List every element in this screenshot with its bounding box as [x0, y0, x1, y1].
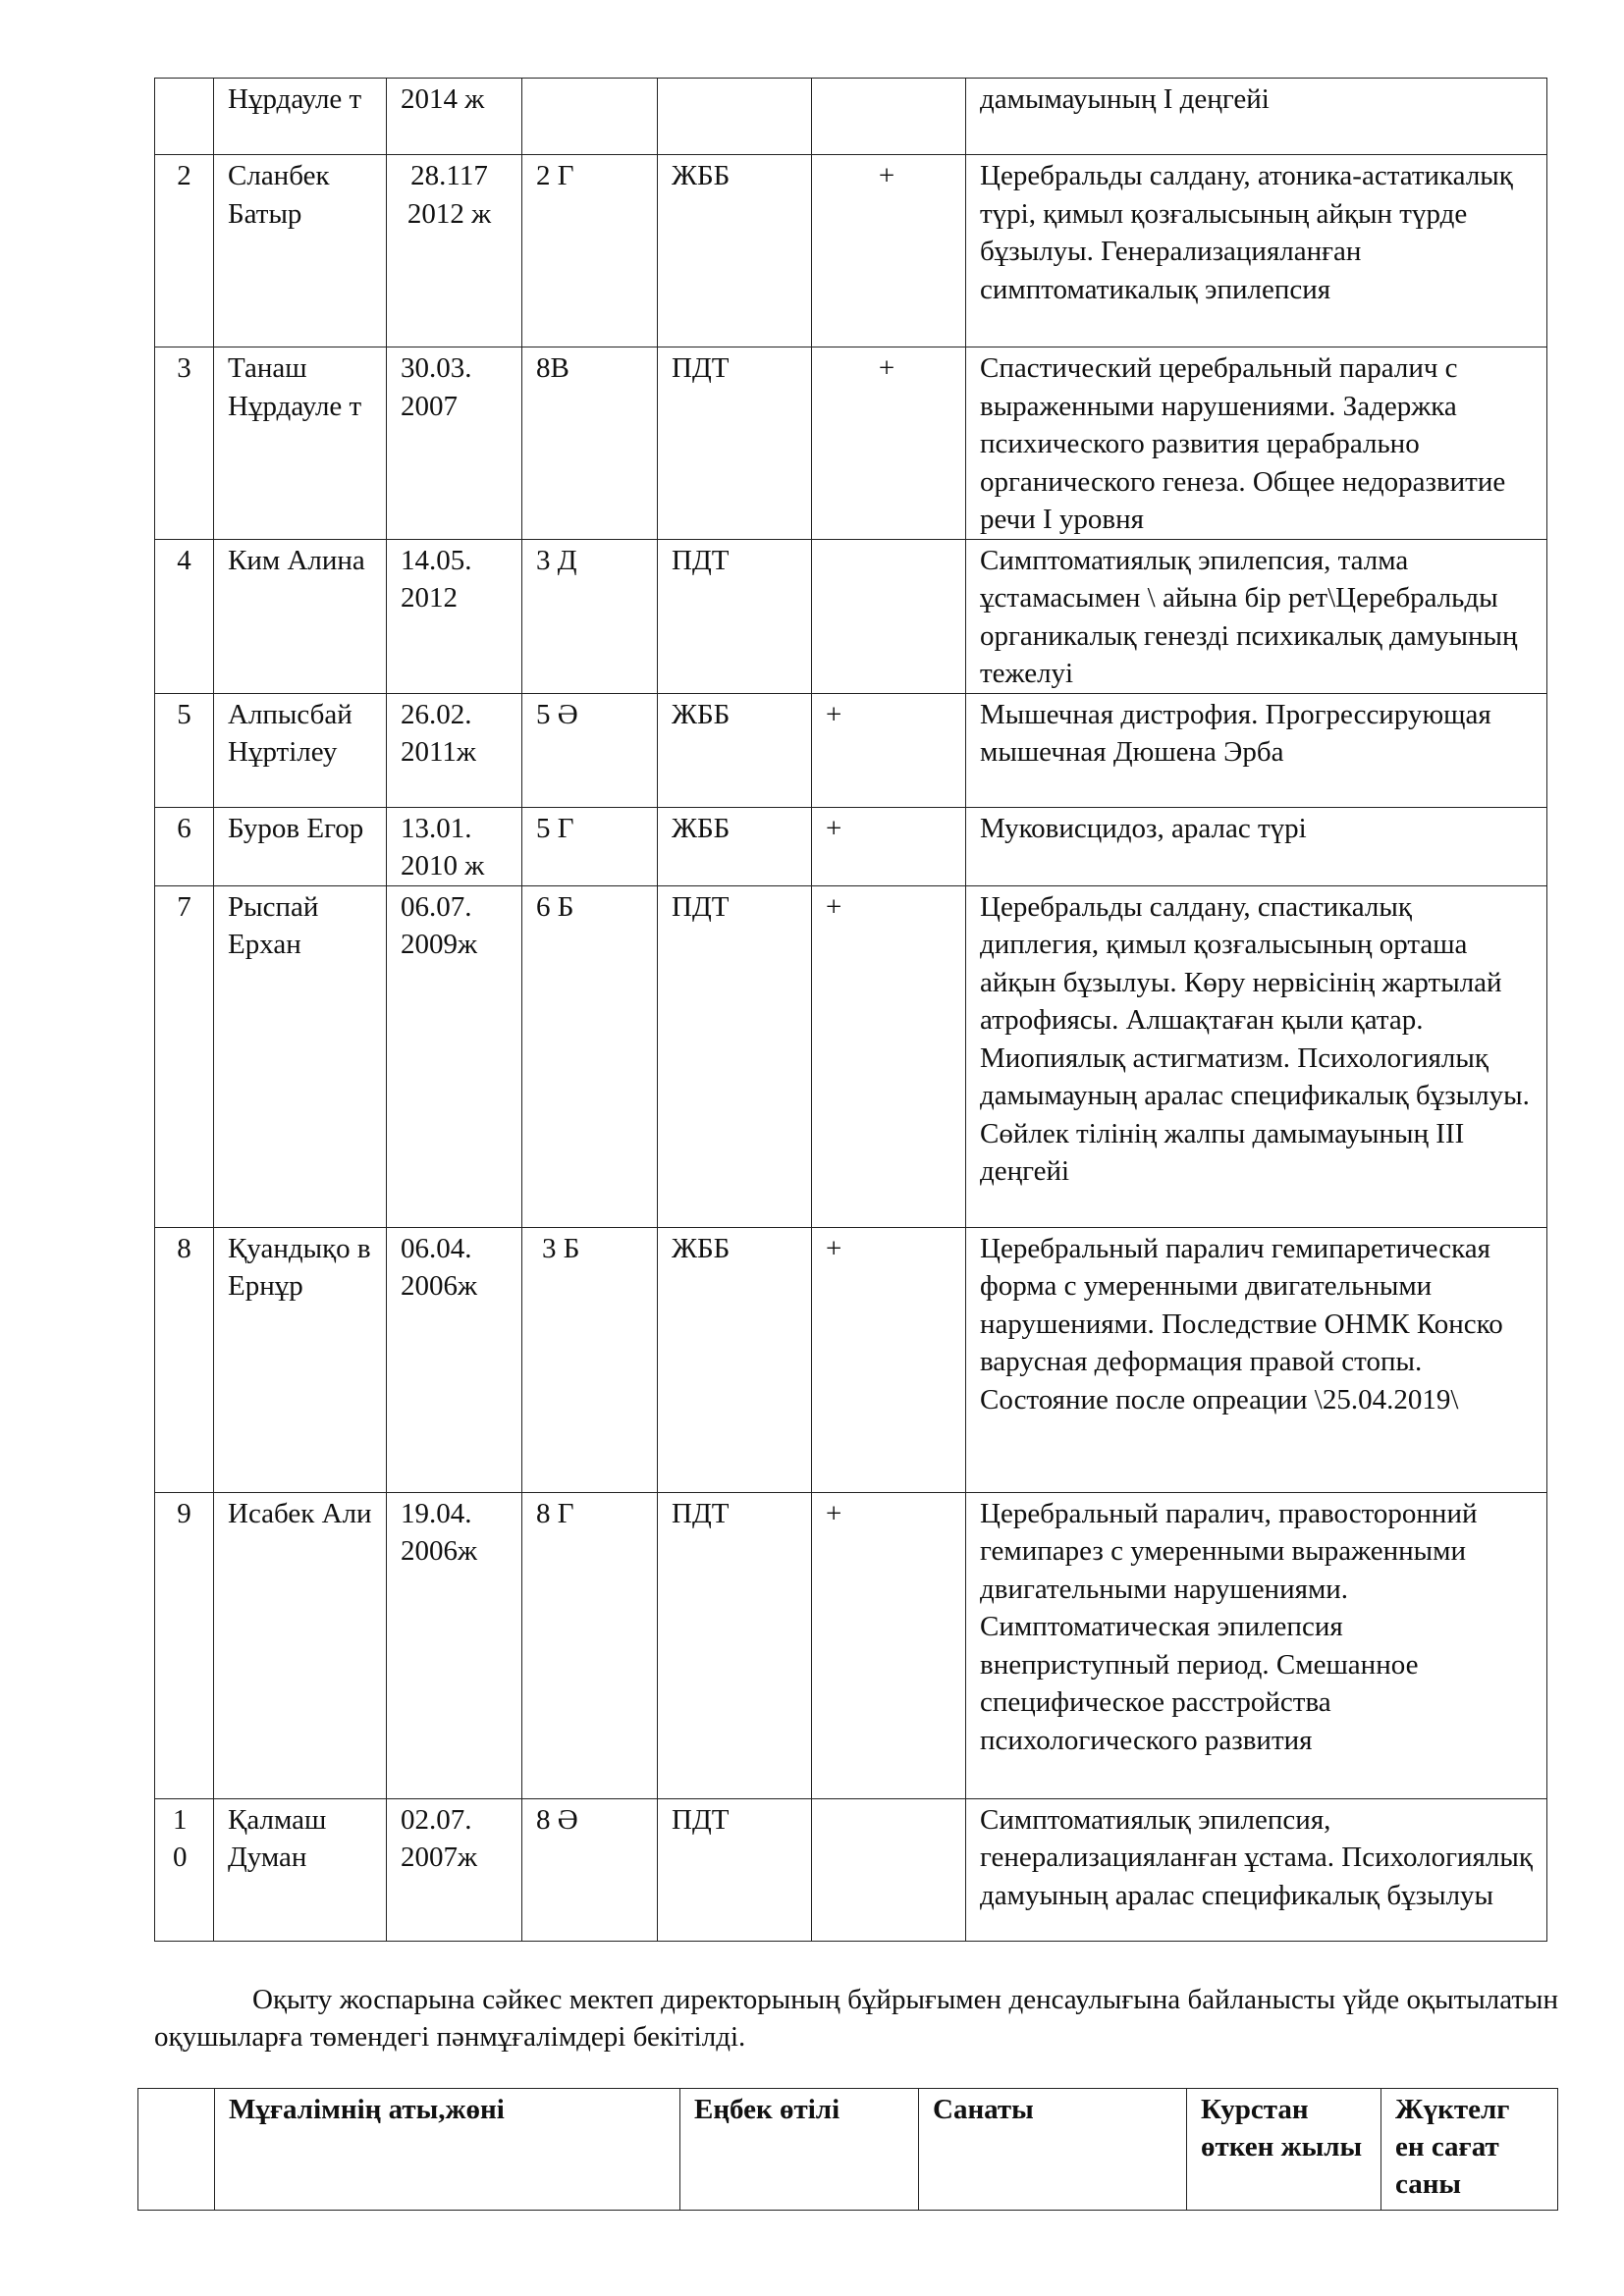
birth-date: 26.02. 2011ж [387, 693, 522, 807]
table-row [155, 155, 1547, 347]
row-number: 6 [155, 807, 214, 885]
program [658, 79, 812, 155]
table-row [155, 539, 1547, 693]
program: ПДТ [658, 539, 812, 693]
class: 5 Ә [522, 693, 658, 807]
mark: + [812, 347, 966, 540]
program: ЖББ [658, 155, 812, 347]
row-number: 8 [155, 1227, 214, 1492]
class: 3 Д [522, 539, 658, 693]
mark: + [812, 885, 966, 1227]
body-paragraph [154, 1981, 1558, 2056]
mark [812, 1798, 966, 1941]
row-number: 4 [155, 539, 214, 693]
birth-date: 02.07. 2007ж [387, 1798, 522, 1941]
mark [812, 79, 966, 155]
diagnosis: Церебральды салдану, спастикалық диплегия, қимыл қозғалысының орташа айқын бұзылуы. Көру нервісінің жартылай атрофиясы. Алшақтаған қыли қатар. Миопиялық астигматизм. Психологиялық дамымауның аралас спецификалық бұзылуы. Сөйлек тілінің жалпы дамымауының ІІІ деңгейі [966, 885, 1547, 1227]
birth-date: 06.07. 2009ж [387, 885, 522, 1227]
row-number [155, 79, 214, 155]
table-row [155, 885, 1547, 1227]
birth-date: 19.04. 2006ж [387, 1492, 522, 1798]
mark: + [812, 155, 966, 347]
student-name: Ким Алина [214, 539, 387, 693]
program: ЖББ [658, 807, 812, 885]
class: 8 Г [522, 1492, 658, 1798]
table-row [155, 79, 1547, 155]
row-number: 5 [155, 693, 214, 807]
mark: + [812, 807, 966, 885]
row-number: 9 [155, 1492, 214, 1798]
column-header-hours-load: Жүктелг ен сағат саны [1381, 2089, 1558, 2211]
student-name: Қуандықо в Ернұр [214, 1227, 387, 1492]
column-header-number [138, 2089, 215, 2211]
students-table [154, 78, 1547, 1942]
diagnosis: Спастический церебральный паралич с выраженными нарушениями. Задержка психического развития церабрально органического генеза. Общее недоразвитие речи І уровня [966, 347, 1547, 540]
teachers-table [137, 2088, 1558, 2211]
student-name: Алпысбай Нұртілеу [214, 693, 387, 807]
birth-date: 30.03. 2007 [387, 347, 522, 540]
row-number: 7 [155, 885, 214, 1227]
table-header-row [138, 2089, 1558, 2211]
student-name: Исабек Али [214, 1492, 387, 1798]
class [522, 79, 658, 155]
diagnosis: Мышечная дистрофия. Прогрессирующая мышечная Дюшена Эрба [966, 693, 1547, 807]
program: ПДТ [658, 1798, 812, 1941]
class: 8В [522, 347, 658, 540]
birth-date: 13.01. 2010 ж [387, 807, 522, 885]
program: ПДТ [658, 347, 812, 540]
student-name: Танаш Нұрдауле т [214, 347, 387, 540]
class: 3 Б [522, 1227, 658, 1492]
diagnosis: Симптоматиялық эпилепсия, талма ұстамасымен \ айына бір рет\Церебральды органикалық генезді психикалық дамуының тежелуі [966, 539, 1547, 693]
mark: + [812, 693, 966, 807]
program: ПДТ [658, 1492, 812, 1798]
diagnosis: Церебральный паралич гемипаретическая форма с умеренными двигательными нарушениями. Последствие ОНМК Конско варусная деформация правой стопы. Состояние после опреации \25.04.2019\ [966, 1227, 1547, 1492]
birth-date: 06.04. 2006ж [387, 1227, 522, 1492]
row-number: 2 [155, 155, 214, 347]
table-row [155, 693, 1547, 807]
class: 5 Г [522, 807, 658, 885]
mark: + [812, 1492, 966, 1798]
row-number: 1 0 [155, 1798, 214, 1941]
table-row [155, 1227, 1547, 1492]
column-header-category: Санаты [919, 2089, 1187, 2211]
student-name: Буров Егор [214, 807, 387, 885]
student-name: Рыспай Ерхан [214, 885, 387, 1227]
row-number: 3 [155, 347, 214, 540]
table-row [155, 1492, 1547, 1798]
column-header-work-experience: Еңбек өтілі [680, 2089, 919, 2211]
diagnosis: Муковисцидоз, аралас түрі [966, 807, 1547, 885]
program: ПДТ [658, 885, 812, 1227]
diagnosis: Церебральды салдану, атоника-астатикалық түрі, қимыл қозғалысының айқын түрде бұзылуы. Генерализацияланған симптоматикалық эпилепсия [966, 155, 1547, 347]
table-row [155, 347, 1547, 540]
mark: + [812, 1227, 966, 1492]
birth-date: 14.05. 2012 [387, 539, 522, 693]
paragraph-text: Оқыту жоспарына сәйкес мектеп директорының бұйрығымен денсаулығына байланысты үйде оқытылатын оқушыларға төмендегі пәнмұғалімдері бекітілді. [154, 1984, 1558, 2053]
birth-date: 28.117 2012 ж [387, 155, 522, 347]
program: ЖББ [658, 693, 812, 807]
diagnosis: Церебральный паралич, правосторонний гемипарез с умеренными выраженными двигательными нарушениями. Симптоматическая эпилепсия внеприступный период. Смешанное специфическое расстройства психологического развития [966, 1492, 1547, 1798]
mark [812, 539, 966, 693]
student-name: Нұрдауле т [214, 79, 387, 155]
diagnosis: Симптоматиялық эпилепсия, генерализацияланған ұстама. Психологиялық дамуының аралас спецификалық бұзылуы [966, 1798, 1547, 1941]
table-row [155, 807, 1547, 885]
class: 2 Г [522, 155, 658, 347]
table-row [155, 1798, 1547, 1941]
class: 8 Ә [522, 1798, 658, 1941]
student-name: Сланбек Батыр [214, 155, 387, 347]
column-header-course-year: Курстан өткен жылы [1187, 2089, 1381, 2211]
column-header-teacher-name: Мұғалімнің аты,жөні [215, 2089, 680, 2211]
class: 6 Б [522, 885, 658, 1227]
student-name: Қалмаш Думан [214, 1798, 387, 1941]
birth-date: 2014 ж [387, 79, 522, 155]
diagnosis: дамымауының І деңгейі [966, 79, 1547, 155]
program: ЖББ [658, 1227, 812, 1492]
